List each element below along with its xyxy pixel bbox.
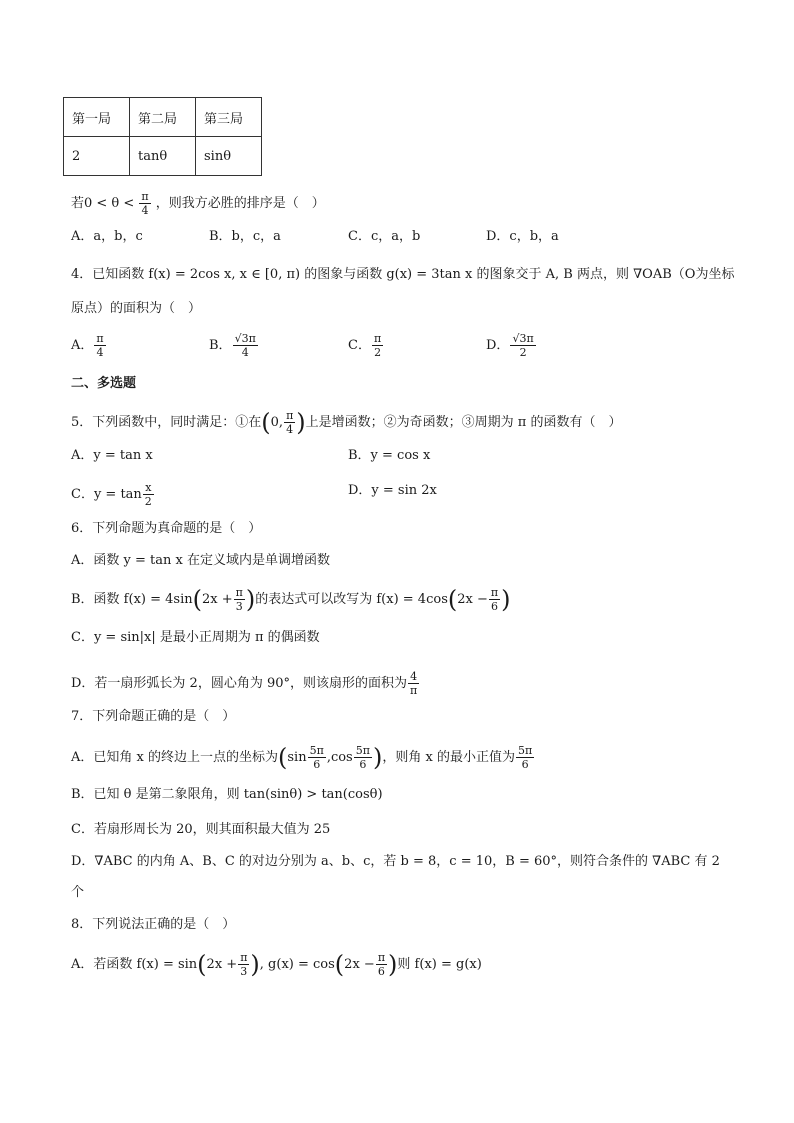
numerator: π: [235, 586, 243, 599]
q4-option-b: [209, 332, 259, 359]
denominator: 3: [240, 965, 248, 978]
q5-option-c: [71, 481, 155, 508]
q7-option-d-line1: D．∇ABC 的内角 A、B、C 的对边分别为 a、b、c，若 b = 8，c = 10，B = 60°，则符合条件的 ∇ABC 有 2: [71, 854, 720, 869]
expr: 2x +: [201, 592, 233, 607]
table-header-cell: 第二局: [130, 98, 196, 137]
paren-left: (: [447, 585, 458, 614]
table-row: [64, 137, 262, 176]
numerator: π: [373, 332, 382, 345]
option-label: B．: [209, 338, 232, 353]
q4-stem-line2: 原点）的面积为（ ）: [71, 301, 202, 316]
table-row: [64, 98, 262, 137]
option-label: D．: [486, 338, 510, 353]
paren-right: ): [250, 950, 260, 979]
q6-option-b: [71, 586, 511, 613]
q3-option-d: D．c，b，a: [486, 229, 559, 244]
denominator: 4: [141, 204, 149, 217]
q5-option-a: A．y = tan x: [71, 448, 153, 463]
denominator: 6: [377, 965, 385, 978]
numerator: π: [377, 951, 386, 964]
expr: 2x −: [344, 957, 375, 972]
table-header-cell: 第一局: [64, 98, 130, 137]
table-header-cell: 第三局: [196, 98, 262, 137]
section-heading: 二、多选题: [71, 376, 137, 391]
numerator: π: [240, 951, 248, 964]
q6-option-a: A．函数 y = tan x 在定义域内是单调增函数: [71, 553, 330, 568]
q3-stem: [71, 190, 325, 217]
option-label: A．: [71, 338, 94, 353]
q6-option-d: [71, 670, 420, 697]
paren-right: ): [388, 950, 398, 979]
denominator: 4: [286, 423, 294, 436]
numerator: √3π: [234, 332, 256, 345]
q5-stem-post: 上是增函数；②为奇函数；③周期为 π 的函数有（ ）: [305, 415, 622, 430]
q4-stem-line1: 4．已知函数 f(x) = 2cos x, x ∈ [0, π) 的图象与函数 g(x) = 3tan x 的图象交于 A, B 两点，则 ∇OAB（O为坐标: [71, 267, 735, 282]
numerator: 4: [408, 670, 419, 684]
denominator: 6: [491, 600, 498, 613]
q5-option-b: B．y = cos x: [348, 448, 431, 463]
fraction: [372, 332, 383, 359]
q7-stem: 7．下列命题正确的是（ ）: [71, 709, 236, 724]
fraction: [143, 481, 154, 508]
fraction: [489, 586, 500, 613]
q4-option-d: [486, 332, 537, 359]
paren-left: (: [261, 408, 271, 437]
fraction: [408, 670, 419, 697]
paren-right: ): [296, 408, 306, 437]
fraction: [516, 744, 534, 771]
denominator: 2: [519, 346, 527, 359]
fraction: [308, 744, 326, 771]
q7-option-b: B．已知 θ 是第二象限角，则 tan(sinθ) > tan(cosθ): [71, 787, 383, 802]
q5-stem-pre: 5．下列函数中，同时满足：①在: [71, 415, 262, 430]
numerator: 5π: [309, 744, 324, 757]
q7-option-c: C．若扇形周长为 20，则其面积最大值为 25: [71, 822, 331, 837]
fraction: [284, 409, 295, 436]
denominator: 3: [235, 600, 243, 613]
paren-left: (: [192, 585, 202, 614]
denominator: 4: [96, 346, 104, 359]
expr: 2x −: [457, 592, 488, 607]
paren-right: ): [501, 585, 511, 614]
numerator: √3π: [512, 332, 534, 345]
q3-stem-post: ，则我方必胜的排序是（ ）: [155, 196, 325, 211]
option-text: B．函数 f(x) = 4sin: [71, 592, 193, 607]
option-label: C．: [348, 338, 371, 353]
option-text: A．已知角 x 的终边上一点的坐标为: [71, 750, 278, 765]
denominator: 4: [241, 346, 249, 359]
interval-left: 0,: [270, 415, 284, 430]
option-text: D．若一扇形弧长为 2，圆心角为 90°，则该扇形的面积为: [71, 676, 408, 691]
q3-option-c: C．c，a，b: [348, 229, 421, 244]
numerator: π: [490, 586, 499, 599]
denominator: 6: [359, 758, 367, 771]
numerator: 5π: [355, 744, 370, 757]
q5-option-d: D．y = sin 2x: [348, 483, 437, 498]
expr: ,cos: [326, 750, 353, 765]
fraction: [94, 332, 105, 359]
expr: sin: [287, 750, 307, 765]
fraction: [139, 190, 150, 217]
q3-stem-pre: 若0 < θ <: [71, 196, 135, 211]
q3-option-a: A．a，b，c: [71, 229, 143, 244]
q6-option-c: C．y = sin|x| 是最小正周期为 π 的偶函数: [71, 630, 320, 645]
table-cell: sinθ: [196, 137, 262, 176]
q6-stem: 6．下列命题为真命题的是（ ）: [71, 521, 262, 536]
q7-option-d-line2: 个: [71, 885, 85, 900]
q8-option-a: [71, 951, 482, 978]
q5-stem: [71, 409, 621, 436]
denominator: 6: [521, 758, 529, 771]
q4-option-c: [348, 332, 384, 359]
denominator: 6: [313, 758, 321, 771]
fraction: [238, 951, 249, 978]
expr: , g(x) = cos: [259, 957, 335, 972]
paren-right: ): [245, 585, 256, 614]
fraction: [376, 951, 387, 978]
numerator: π: [286, 409, 294, 422]
table-cell: tanθ: [130, 137, 196, 176]
q3-option-b: B．b，c，a: [209, 229, 281, 244]
option-text: C．y = tan: [71, 487, 142, 502]
fraction: [234, 586, 245, 613]
fraction: [354, 744, 372, 771]
table-cell: 2: [64, 137, 130, 176]
option-text-post: 则 f(x) = g(x): [397, 957, 482, 972]
denominator: π: [410, 684, 418, 697]
option-text-mid: 的表达式可以改写为 f(x) = 4cos: [255, 592, 448, 607]
expr: 2x +: [206, 957, 238, 972]
denominator: 2: [144, 495, 152, 508]
paren-right: ): [372, 743, 383, 772]
paren-left: (: [278, 743, 288, 772]
numerator: x: [143, 481, 154, 495]
paren-left: (: [197, 950, 207, 979]
paren-left: (: [334, 950, 345, 979]
numerator: π: [141, 190, 149, 203]
option-text: A．若函数 f(x) = sin: [71, 957, 198, 972]
q7-option-a: [71, 744, 535, 771]
score-table: [63, 97, 262, 176]
option-text-post: ，则角 x 的最小正值为: [382, 750, 515, 765]
numerator: π: [96, 332, 104, 345]
q8-stem: 8．下列说法正确的是（ ）: [71, 917, 236, 932]
fraction: [233, 332, 258, 359]
denominator: 2: [374, 346, 382, 359]
numerator: 5π: [517, 744, 533, 757]
q4-option-a: [71, 332, 107, 359]
fraction: [510, 332, 535, 359]
